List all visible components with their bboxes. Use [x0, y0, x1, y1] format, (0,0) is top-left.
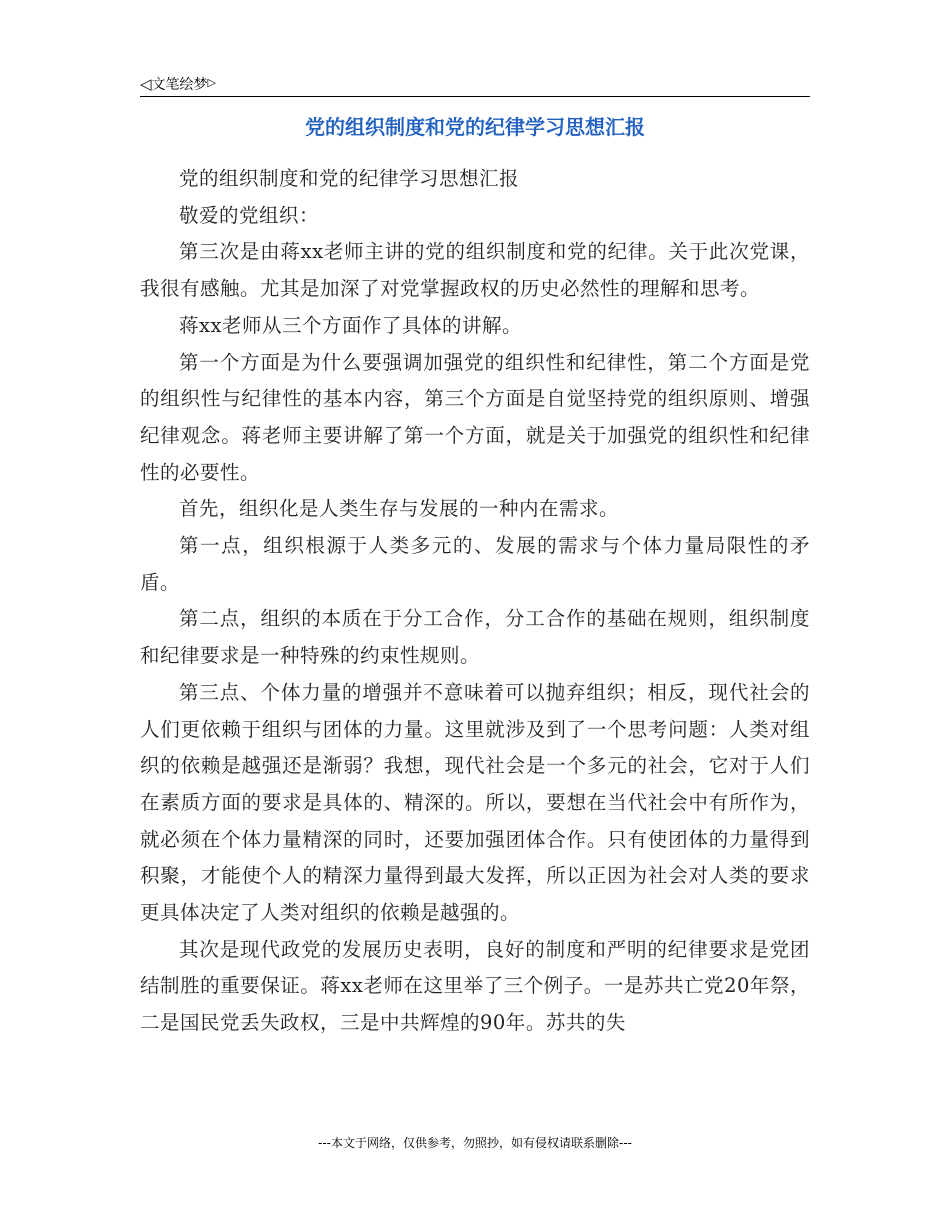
paragraph-salutation: 敬爱的党组织：: [179, 203, 320, 227]
left-triangle-icon: ◁: [140, 75, 152, 93]
right-triangle-icon: ▷: [207, 76, 217, 89]
paragraph: 第三次是由蒋xx老师主讲的党的组织制度和党的纪律。关于此次党课，我很有感触。尤其是加深了对党掌握政权的历史必然性的理解和思考。: [140, 240, 810, 301]
paragraph: 蒋xx老师从三个方面作了具体的讲解。: [179, 313, 522, 337]
paragraph: 第一个方面是为什么要强调加强党的组织性和纪律性，第二个方面是党的组织性与纪律性的基本内容，第三个方面是自觉坚持党的组织原则、增强纪律观念。蒋老师主要讲解了第一个方面，就是关于加强党的组织性和纪律性的必要性。: [140, 350, 810, 484]
paragraph: 第三点、个体力量的增强并不意味着可以抛弃组织；相反，现代社会的人们更依赖于组织与团体的力量。这里就涉及到了一个思考问题：人类对组织的依赖是越强还是渐弱？我想，现代社会是一个多元的社会，它对于人们在素质方面的要求是具体的、精深的。所以，要想在当代社会中有所作为，就必须在个体力量精深的同时，还要加强团体合作。只有使团体的力量得到积聚，才能使个人的精深力量得到最大发挥，所以正因为社会对人类的要求更具体决定了人类对组织的依赖是越强的。: [140, 680, 810, 925]
paragraph: 首先，组织化是人类生存与发展的一种内在需求。: [179, 497, 620, 521]
header-brand: [140, 74, 216, 94]
paragraph: 其次是现代政党的发展历史表明，良好的制度和严明的纪律要求是党团结制胜的重要保证。蒋xx老师在这里举了三个例子。一是苏共亡党20年祭，二是国民党丢失政权，三是中共辉煌的90年。苏共的失: [140, 937, 810, 1035]
page-header: [140, 74, 810, 97]
footer-disclaimer: ---本文于网络，仅供参考，勿照抄，如有侵权请联系删除---: [318, 1136, 632, 1150]
brand-name: 文笔绘梦: [151, 77, 208, 93]
document-body: [140, 161, 810, 1042]
document-title: 党的组织制度和党的纪律学习思想汇报: [305, 115, 645, 139]
paragraph-subtitle: 党的组织制度和党的纪律学习思想汇报: [179, 167, 520, 190]
paragraph: 第二点，组织的本质在于分工合作，分工合作的基础在规则，组织制度和纪律要求是一种特殊的约束性规则。: [140, 607, 810, 668]
paragraph: 第一点，组织根源于人类多元的、发展的需求与个体力量局限性的矛盾。: [140, 534, 810, 594]
